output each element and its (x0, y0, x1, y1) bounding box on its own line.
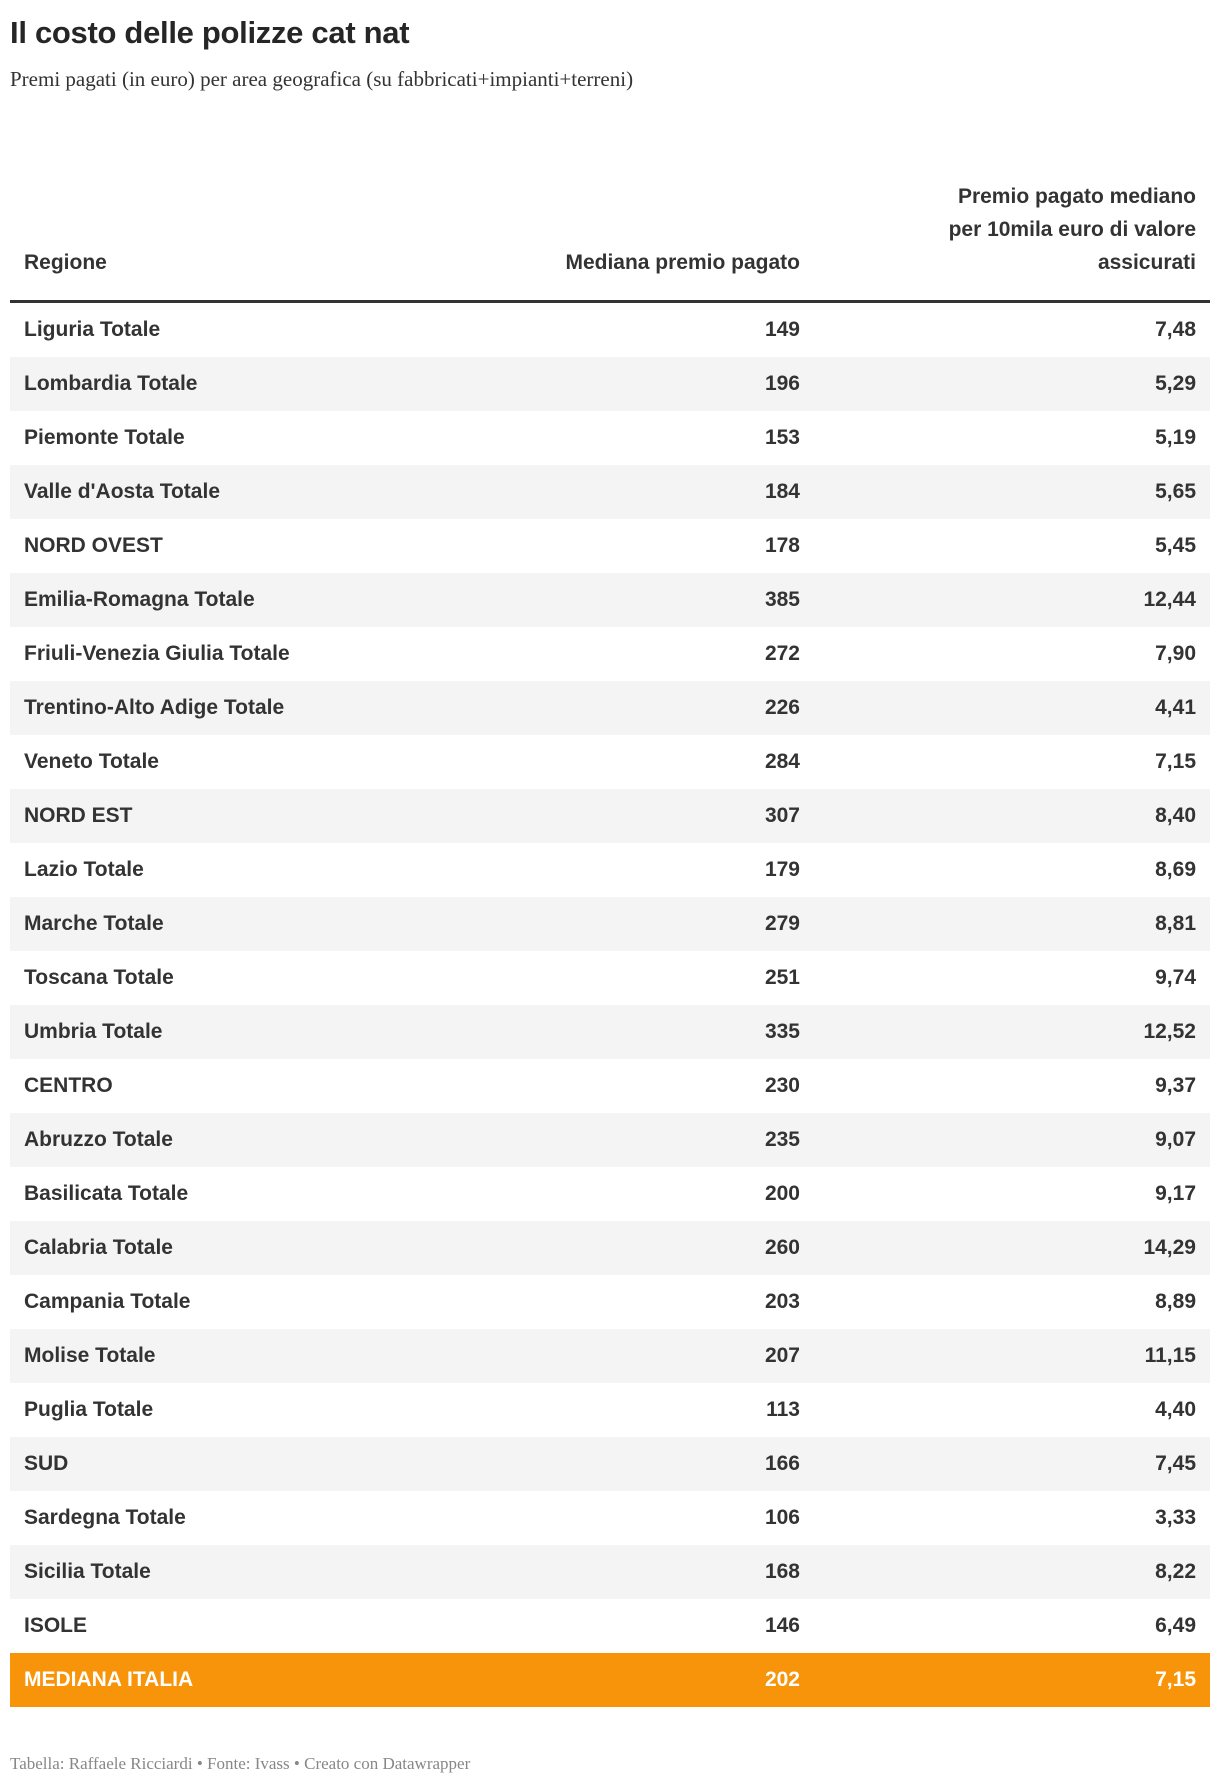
premio-cell: 226 (764, 696, 800, 719)
premio-per-10k-cell: 8,69 (1155, 858, 1196, 881)
table-row (10, 1329, 1210, 1383)
region-cell: Friuli-Venezia Giulia Totale (24, 642, 290, 665)
premio-per-10k-cell: 8,40 (1155, 804, 1196, 827)
region-cell: Toscana Totale (24, 966, 174, 989)
premio-cell: 207 (764, 1344, 800, 1367)
table-row (10, 1167, 1210, 1221)
table-header (10, 180, 1210, 302)
premio-per-10k-cell: 7,15 (1155, 1668, 1196, 1691)
table-header-row (10, 180, 1210, 302)
table-row (10, 1275, 1210, 1329)
table-body (10, 302, 1210, 1708)
region-cell: Trentino-Alto Adige Totale (24, 696, 285, 719)
table-row (10, 1599, 1210, 1653)
region-cell: Lombardia Totale (24, 372, 198, 395)
premio-cell: 230 (764, 1074, 800, 1097)
premio-per-10k-cell: 5,45 (1155, 534, 1196, 557)
region-cell: Umbria Totale (24, 1020, 163, 1043)
premio-per-10k-cell: 9,74 (1155, 966, 1196, 989)
page-subtitle: Premi pagati (in euro) per area geografica (su fabbricati+impianti+terreni) (10, 67, 634, 91)
premio-cell: 149 (764, 318, 800, 341)
table-row (10, 789, 1210, 843)
table-row (10, 1383, 1210, 1437)
region-cell: Marche Totale (24, 912, 164, 935)
table-row (10, 302, 1210, 358)
premio-cell: 166 (764, 1452, 800, 1475)
premio-cell: 385 (764, 588, 800, 611)
table-row (10, 1059, 1210, 1113)
premio-cell: 196 (764, 372, 800, 395)
premio-per-10k-cell: 12,52 (1143, 1020, 1196, 1043)
region-cell: Molise Totale (24, 1344, 156, 1367)
premio-cell: 279 (764, 912, 800, 935)
premio-cell: 307 (764, 804, 800, 827)
table-row (10, 1545, 1210, 1599)
premio-per-10k-cell: 8,81 (1155, 912, 1196, 935)
premio-cell: 184 (764, 480, 800, 503)
premio-per-10k-cell: 7,15 (1155, 750, 1196, 773)
premio-per-10k-cell: 6,49 (1155, 1614, 1196, 1637)
region-cell: Calabria Totale (24, 1236, 173, 1259)
premio-per-10k-cell: 9,17 (1155, 1182, 1196, 1205)
table-row (10, 1005, 1210, 1059)
table-row (10, 411, 1210, 465)
table-row (10, 1221, 1210, 1275)
premio-per-10k-cell: 7,45 (1155, 1452, 1196, 1475)
column-header-mediana-premio: Mediana premio pagato (490, 180, 814, 302)
premio-per-10k-cell: 7,48 (1155, 318, 1196, 341)
region-cell: MEDIANA ITALIA (24, 1668, 194, 1691)
table-row (10, 573, 1210, 627)
region-cell: Veneto Totale (24, 750, 159, 773)
premio-per-10k-cell: 7,90 (1155, 642, 1196, 665)
table-row (10, 1491, 1210, 1545)
region-cell: CENTRO (24, 1074, 113, 1097)
premio-cell: 113 (766, 1398, 800, 1421)
premio-per-10k-cell: 14,29 (1143, 1236, 1196, 1259)
region-cell: Basilicata Totale (24, 1182, 189, 1205)
table-row (10, 627, 1210, 681)
premiums-table (10, 180, 1210, 1707)
table-row (10, 465, 1210, 519)
premio-per-10k-cell: 4,41 (1155, 696, 1196, 719)
premio-cell: 106 (764, 1506, 800, 1529)
region-cell: Emilia-Romagna Totale (24, 588, 255, 611)
column-header-premio-per-10k (814, 180, 1210, 302)
table-row (10, 1113, 1210, 1167)
premio-cell: 146 (764, 1614, 800, 1637)
column-header-line-1: Premio pagato mediano (957, 185, 1196, 208)
table-row (10, 843, 1210, 897)
premio-per-10k-cell: 11,15 (1144, 1344, 1196, 1367)
premio-cell: 153 (764, 426, 800, 449)
table-row (10, 951, 1210, 1005)
region-cell: Abruzzo Totale (24, 1128, 173, 1151)
premio-cell: 260 (764, 1236, 800, 1259)
premio-cell: 168 (764, 1560, 800, 1583)
premio-cell: 203 (764, 1290, 800, 1313)
region-cell: Liguria Totale (24, 318, 161, 341)
region-cell: NORD EST (24, 804, 133, 827)
region-cell: Campania Totale (24, 1290, 191, 1313)
premio-per-10k-cell: 5,65 (1155, 480, 1196, 503)
region-cell: NORD OVEST (24, 534, 163, 557)
region-cell: Piemonte Totale (24, 426, 185, 449)
column-header-line-2: per 10mila euro di valore (948, 218, 1196, 241)
region-cell: Sicilia Totale (24, 1560, 151, 1583)
premio-per-10k-cell: 9,07 (1155, 1128, 1196, 1151)
region-cell: SUD (24, 1452, 69, 1475)
region-cell: ISOLE (24, 1614, 88, 1637)
region-cell: Sardegna Totale (24, 1506, 186, 1529)
column-header-regione: Regione (10, 180, 490, 302)
premio-per-10k-cell: 8,22 (1155, 1560, 1196, 1583)
premio-per-10k-cell: 3,33 (1155, 1506, 1196, 1529)
table-row (10, 681, 1210, 735)
table-row (10, 735, 1210, 789)
premio-per-10k-cell: 5,29 (1155, 372, 1196, 395)
region-cell: Valle d'Aosta Totale (24, 480, 220, 503)
premio-cell: 202 (764, 1668, 800, 1691)
attribution-footer: Tabella: Raffaele Ricciardi • Fonte: Ivass • Creato con Datawrapper (10, 1754, 471, 1773)
premio-cell: 284 (764, 750, 800, 773)
premio-cell: 335 (764, 1020, 800, 1043)
premio-cell: 235 (764, 1128, 800, 1151)
premio-cell: 251 (764, 966, 800, 989)
region-cell: Lazio Totale (24, 858, 144, 881)
premio-per-10k-cell: 12,44 (1143, 588, 1196, 611)
table-row (10, 897, 1210, 951)
premio-per-10k-cell: 8,89 (1155, 1290, 1196, 1313)
column-header-line-3: assicurati (1097, 251, 1196, 274)
premio-per-10k-cell: 9,37 (1155, 1074, 1196, 1097)
table-row (10, 519, 1210, 573)
page-title: Il costo delle polizze cat nat (10, 15, 410, 50)
premio-per-10k-cell: 4,40 (1155, 1398, 1196, 1421)
region-cell: Puglia Totale (24, 1398, 154, 1421)
premio-cell: 178 (764, 534, 800, 557)
table-row (10, 357, 1210, 411)
premio-cell: 200 (764, 1182, 800, 1205)
table-row (10, 1653, 1210, 1707)
premio-per-10k-cell: 5,19 (1155, 426, 1196, 449)
premio-cell: 179 (764, 858, 800, 881)
premio-cell: 272 (764, 642, 800, 665)
table-row (10, 1437, 1210, 1491)
